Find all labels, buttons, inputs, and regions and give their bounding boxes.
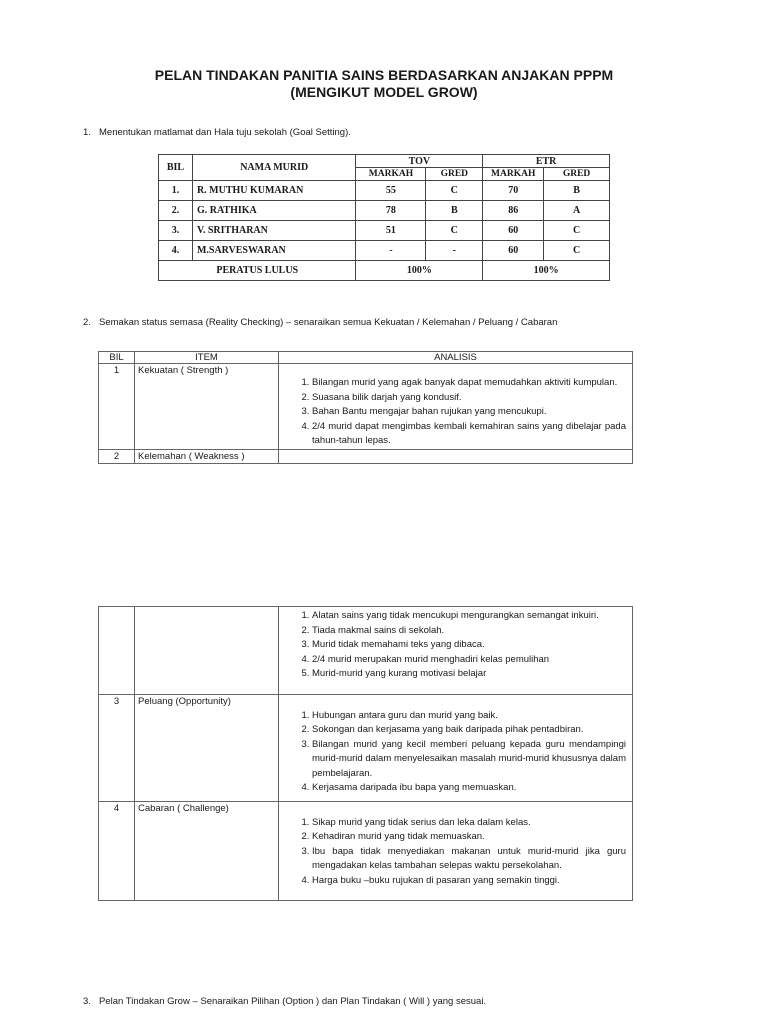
cell-etr-markah: 60 <box>483 221 544 241</box>
table-row <box>99 801 633 901</box>
list-item: 1. Sikap murid yang tidak serius dan leka dalam kelas. <box>312 816 629 831</box>
cell-etr-gred: A <box>544 201 610 221</box>
header-tov-gred: GRED <box>426 168 483 181</box>
list-item: 2. Kehadiran murid yang tidak memuaskan. <box>312 830 629 845</box>
cell-analisis <box>279 449 633 463</box>
list-item: 3. Bahan Bantu mengajar bahan rujukan yang mencukupi. <box>312 405 629 420</box>
header-bil: BIL <box>99 352 135 364</box>
swot-table-part1 <box>98 351 633 464</box>
section-1-heading <box>83 127 351 138</box>
cell-bil <box>99 607 135 695</box>
cell-analisis <box>279 607 633 695</box>
cell-tov-peratus: 100% <box>356 261 483 281</box>
header-item: ITEM <box>135 352 279 364</box>
list-item: 3. Ibu bapa tidak menyediakan makanan untuk murid-murid jika guru mengadakan kelas tambahan selepas waktu persekolahan. <box>312 845 629 874</box>
cell-analisis <box>279 364 633 450</box>
header-tov-markah: MARKAH <box>356 168 426 181</box>
cell-analisis <box>279 694 633 801</box>
table-header-row <box>159 155 610 168</box>
list-item: 1. Bilangan murid yang agak banyak dapat memudahkan aktiviti kumpulan. <box>312 376 629 391</box>
cell-bil: 4. <box>159 241 193 261</box>
list-item: 2. Tiada makmal sains di sekolah. <box>312 624 629 639</box>
cell-etr-markah: 60 <box>483 241 544 261</box>
table-row <box>99 694 633 801</box>
cell-tov-markah: 55 <box>356 181 426 201</box>
header-etr: ETR <box>483 155 610 168</box>
header-tov: TOV <box>356 155 483 168</box>
table-row <box>159 241 610 261</box>
table-header-row <box>99 352 633 364</box>
header-etr-gred: GRED <box>544 168 610 181</box>
cell-bil: 3. <box>159 221 193 241</box>
cell-tov-markah: 51 <box>356 221 426 241</box>
table-row <box>99 449 633 463</box>
document-subtitle: (MENGIKUT MODEL GROW) <box>290 84 478 100</box>
section-text: Menentukan matlamat dan Hala tuju sekolah (Goal Setting). <box>99 127 351 138</box>
cell-peratus-lulus: PERATUS LULUS <box>159 261 356 281</box>
section-text: Pelan Tindakan Grow – Senaraikan Pilihan (Option ) dan Plan Tindakan ( Will ) yang sesuai. <box>99 996 487 1007</box>
cell-bil: 4 <box>99 801 135 901</box>
document-title: PELAN TINDAKAN PANITIA SAINS BERDASARKAN ANJAKAN PPPM <box>154 67 614 83</box>
cell-etr-gred: B <box>544 181 610 201</box>
header-etr-markah: MARKAH <box>483 168 544 181</box>
cell-item: Kelemahan ( Weakness ) <box>135 449 279 463</box>
section-2-heading <box>83 317 557 328</box>
cell-nama: V. SRITHARAN <box>192 221 356 241</box>
cell-item: Peluang (Opportunity) <box>135 694 279 801</box>
cell-etr-gred: C <box>544 241 610 261</box>
table-footer-row <box>159 261 610 281</box>
table-row <box>159 201 610 221</box>
cell-tov-gred: - <box>426 241 483 261</box>
list-item: 4. 2/4 murid merupakan murid menghadiri kelas pemulihan <box>312 653 629 668</box>
list-item: 3. Bilangan murid yang kecil memberi peluang kepada guru mendampingi murid-murid dalam menyelesaikan masalah murid-murid khususnya dalam pembelajaran. <box>312 738 629 782</box>
list-item: 4. Kerjasama daripada ibu bapa yang memuaskan. <box>312 781 629 796</box>
header-nama-murid: NAMA MURID <box>192 155 356 181</box>
list-item: 2. Sokongan dan kerjasama yang baik daripada pihak pentadbiran. <box>312 723 629 738</box>
section-number: 1. <box>83 127 91 138</box>
list-item: 1. Alatan sains yang tidak mencukupi mengurangkan semangat inkuiri. <box>312 609 629 624</box>
list-item: 1. Hubungan antara guru dan murid yang baik. <box>312 709 629 724</box>
cell-bil: 3 <box>99 694 135 801</box>
section-text: Semakan status semasa (Reality Checking) – senaraikan semua Kekuatan / Kelemahan / Peluang / Cabaran <box>99 317 558 328</box>
cell-nama: M.SARVESWARAN <box>192 241 356 261</box>
goal-setting-table <box>158 154 610 281</box>
table-row <box>99 607 633 695</box>
cell-etr-peratus: 100% <box>483 261 610 281</box>
cell-tov-gred: B <box>426 201 483 221</box>
table-row <box>159 221 610 241</box>
table-row <box>99 364 633 450</box>
cell-item: Cabaran ( Challenge) <box>135 801 279 901</box>
cell-etr-gred: C <box>544 221 610 241</box>
cell-bil: 2. <box>159 201 193 221</box>
cell-analisis <box>279 801 633 901</box>
list-item: 5. Murid-murid yang kurang motivasi belajar <box>312 667 629 682</box>
cell-bil: 1. <box>159 181 193 201</box>
cell-tov-gred: C <box>426 221 483 241</box>
cell-tov-markah: 78 <box>356 201 426 221</box>
cell-bil: 1 <box>99 364 135 450</box>
cell-etr-markah: 70 <box>483 181 544 201</box>
cell-item: Kekuatan ( Strength ) <box>135 364 279 450</box>
section-number: 3. <box>83 996 91 1007</box>
header-bil: BIL <box>159 155 193 181</box>
section-number: 2. <box>83 317 91 328</box>
cell-bil: 2 <box>99 449 135 463</box>
cell-nama: G. RATHIKA <box>192 201 356 221</box>
cell-tov-gred: C <box>426 181 483 201</box>
list-item: 2. Suasana bilik darjah yang kondusif. <box>312 391 629 406</box>
swot-table-part2 <box>98 606 633 901</box>
cell-item <box>135 607 279 695</box>
list-item: 3. Murid tidak memahami teks yang dibaca. <box>312 638 629 653</box>
header-analisis: ANALISIS <box>279 352 633 364</box>
list-item: 4. 2/4 murid dapat mengimbas kembali kemahiran sains yang dibelajar pada tahun-tahun lepas. <box>312 420 629 449</box>
cell-etr-markah: 86 <box>483 201 544 221</box>
cell-nama: R. MUTHU KUMARAN <box>192 181 356 201</box>
table-row <box>159 181 610 201</box>
section-3-heading <box>83 996 486 1007</box>
list-item: 4. Harga buku –buku rujukan di pasaran yang semakin tinggi. <box>312 874 629 889</box>
cell-tov-markah: - <box>356 241 426 261</box>
